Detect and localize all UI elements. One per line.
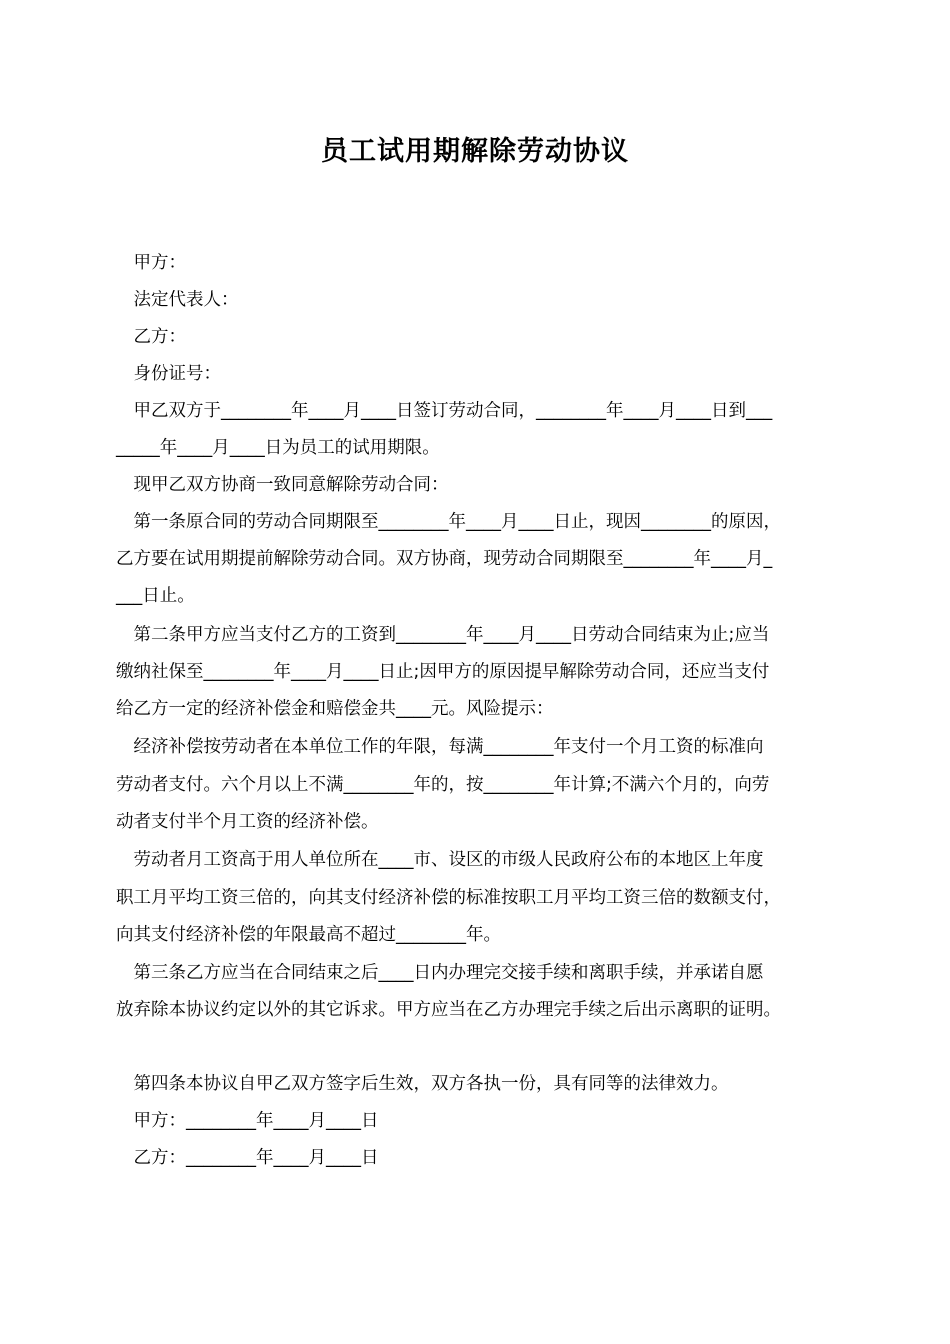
high-wage-line-2: 职工月平均工资三倍的，向其支付经济补偿的标准按职工月平均工资三倍的数额支付， bbox=[116, 888, 781, 908]
party-b-signature-date: 乙方：________年____月____日 bbox=[116, 1148, 379, 1168]
article-2-line-2: 缴纳社保至________年____月____日止;因甲方的原因提早解除劳动合同，还应当支付 bbox=[116, 662, 770, 682]
document-title: 员工试用期解除劳动协议 bbox=[321, 136, 629, 167]
party-a-line: 甲方： bbox=[116, 253, 186, 273]
article-3-line-1: 第三条乙方应当在合同结束之后____日内办理完交接手续和离职手续，并承诺自愿 bbox=[116, 963, 764, 983]
article-4-line: 第四条本协议自甲乙双方签字后生效，双方各执一份，具有同等的法律效力。 bbox=[116, 1074, 729, 1094]
legal-representative-line: 法定代表人： bbox=[116, 290, 239, 310]
compensation-line-1: 经济补偿按劳动者在本单位工作的年限，每满________年支付一个月工资的标准向 bbox=[116, 737, 764, 757]
article-1-line-1: 第一条原合同的劳动合同期限至________年____月____日止，现因________的原因， bbox=[116, 512, 781, 532]
article-2-line-3: 给乙方一定的经济补偿金和赔偿金共____元。风险提示： bbox=[116, 699, 554, 719]
article-1-line-2: 乙方要在试用期提前解除劳动合同。双方协商，现劳动合同期限至________年____月_ bbox=[116, 549, 773, 569]
high-wage-line-3: 向其支付经济补偿的年限最高不超过________年。 bbox=[116, 925, 501, 945]
compensation-line-2: 劳动者支付。六个月以上不满________年的，按________年计算;不满六个月的，向劳 bbox=[116, 775, 770, 795]
article-1-line-3: ___日止。 bbox=[116, 586, 195, 606]
article-2-line-1: 第二条甲方应当支付乙方的工资到________年____月____日劳动合同结束为止;应当 bbox=[116, 625, 770, 645]
article-3-line-2: 放弃除本协议约定以外的其它诉求。甲方应当在乙方办理完手续之后出示离职的证明。 bbox=[116, 1000, 781, 1020]
compensation-line-3: 动者支付半个月工资的经济补偿。 bbox=[116, 812, 379, 832]
contract-date-line-2: _____年____月____日为员工的试用期限。 bbox=[116, 438, 440, 458]
party-a-signature-date: 甲方：________年____月____日 bbox=[116, 1111, 379, 1131]
id-number-line: 身份证号： bbox=[116, 364, 221, 384]
contract-date-line-1: 甲乙双方于________年____月____日签订劳动合同，________年____月____日到___ bbox=[116, 401, 773, 421]
agreement-intro-line: 现甲乙双方协商一致同意解除劳动合同： bbox=[116, 475, 449, 495]
party-b-line: 乙方： bbox=[116, 327, 186, 347]
high-wage-line-1: 劳动者月工资高于用人单位所在____市、设区的市级人民政府公布的本地区上年度 bbox=[116, 850, 764, 870]
